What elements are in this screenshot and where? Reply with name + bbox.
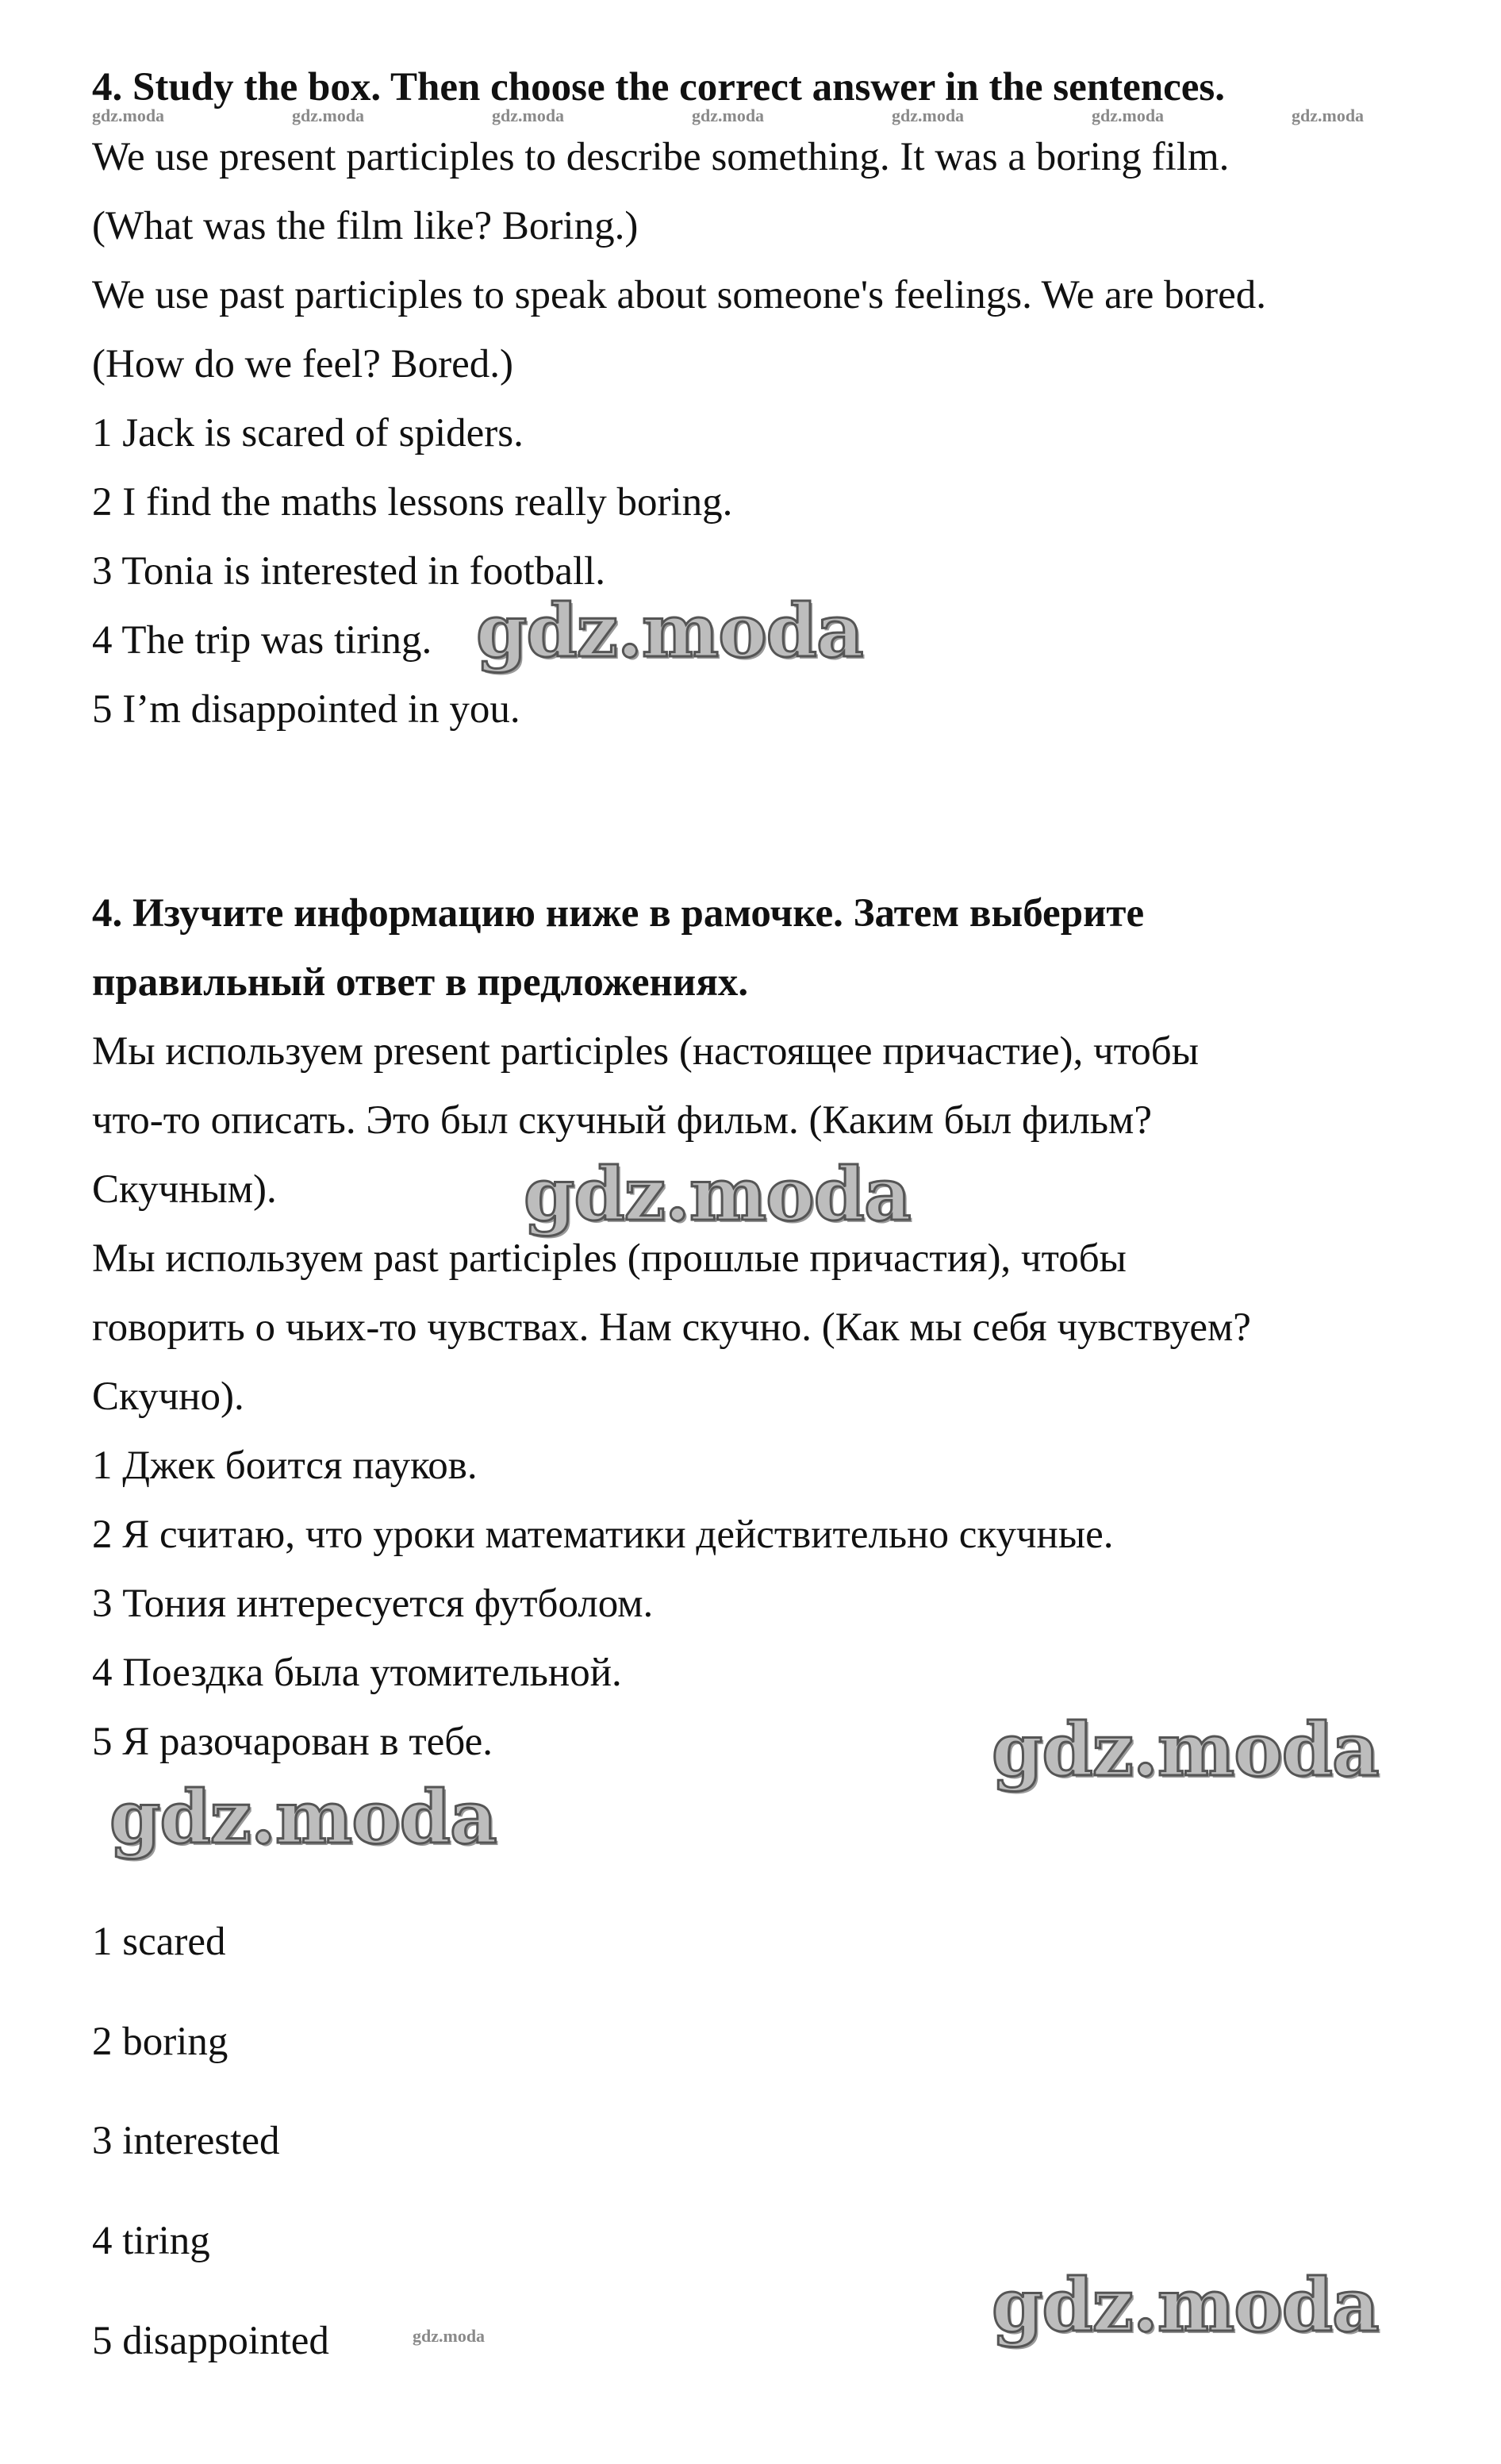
answer-item: 3 interested (92, 2119, 280, 2163)
rule-line-ru: что-то описать. Это был скучный фильм. (Каким был фильм? (92, 1098, 1152, 1143)
rule-line-ru: Скучно). (92, 1374, 244, 1419)
answer-item: 5 disappointed (92, 2319, 329, 2363)
sentence-ru: 5 Я разочарован в тебе. (92, 1720, 493, 1764)
watermark-small: gdz.moda (692, 106, 765, 125)
sentence-ru: 2 Я считаю, что уроки математики действительно скучные. (92, 1513, 1114, 1557)
watermark-large: gdz.moda (992, 1707, 1379, 1793)
sentence-en: 5 I’m disappointed in you. (92, 687, 520, 732)
watermark-large: gdz.moda (476, 588, 863, 674)
watermark-small: gdz.moda (92, 106, 165, 125)
sentence-en: 2 I find the maths lessons really boring. (92, 480, 733, 525)
rule-line-en: (How do we feel? Bored.) (92, 342, 514, 386)
exercise-heading-ru: 4. Изучите информацию ниже в рамочке. Затем выберите (92, 891, 1145, 936)
watermark-large: gdz.moda (109, 1774, 497, 1860)
rule-line-ru: Мы используем past participles (прошлые причастия), чтобы (92, 1236, 1127, 1281)
sentence-ru: 1 Джек боится пауков. (92, 1443, 478, 1488)
sentence-en: 3 Tonia is interested in football. (92, 549, 606, 594)
watermark-small: gdz.moda (292, 106, 365, 125)
answer-item: 4 tiring (92, 2219, 210, 2263)
exercise-heading-en: 4. Study the box. Then choose the correct answer in the sentences. (92, 65, 1225, 110)
exercise-heading-ru: правильный ответ в предложениях. (92, 960, 749, 1005)
sentence-en: 4 The trip was tiring. (92, 618, 432, 663)
rule-line-en: We use past participles to speak about someone's feelings. We are bored. (92, 273, 1266, 317)
rule-line-en: (What was the film like? Boring.) (92, 204, 639, 248)
watermark-small: gdz.moda (492, 106, 565, 125)
watermark-large: gdz.moda (524, 1151, 911, 1237)
watermark-small: gdz.moda (1092, 106, 1165, 125)
watermark-small: gdz.moda (1292, 106, 1365, 125)
sentence-ru: 3 Тония интересуется футболом. (92, 1582, 654, 1626)
rule-line-ru: Скучным). (92, 1167, 277, 1212)
watermark-large: gdz.moda (992, 2262, 1379, 2348)
watermark-small: gdz.moda (892, 106, 965, 125)
rule-line-ru: Мы используем present participles (настоящее причастие), чтобы (92, 1029, 1200, 1074)
watermark-small: gdz.moda (413, 2326, 486, 2346)
rule-line-en: We use present participles to describe something. It was a boring film. (92, 135, 1230, 179)
sentence-en: 1 Jack is scared of spiders. (92, 411, 524, 456)
rule-line-ru: говорить о чьих-то чувствах. Нам скучно. (Как мы себя чувствуем? (92, 1305, 1251, 1350)
answer-item: 1 scared (92, 1920, 226, 1964)
sentence-ru: 4 Поездка была утомительной. (92, 1651, 622, 1695)
answer-item: 2 boring (92, 2020, 228, 2064)
